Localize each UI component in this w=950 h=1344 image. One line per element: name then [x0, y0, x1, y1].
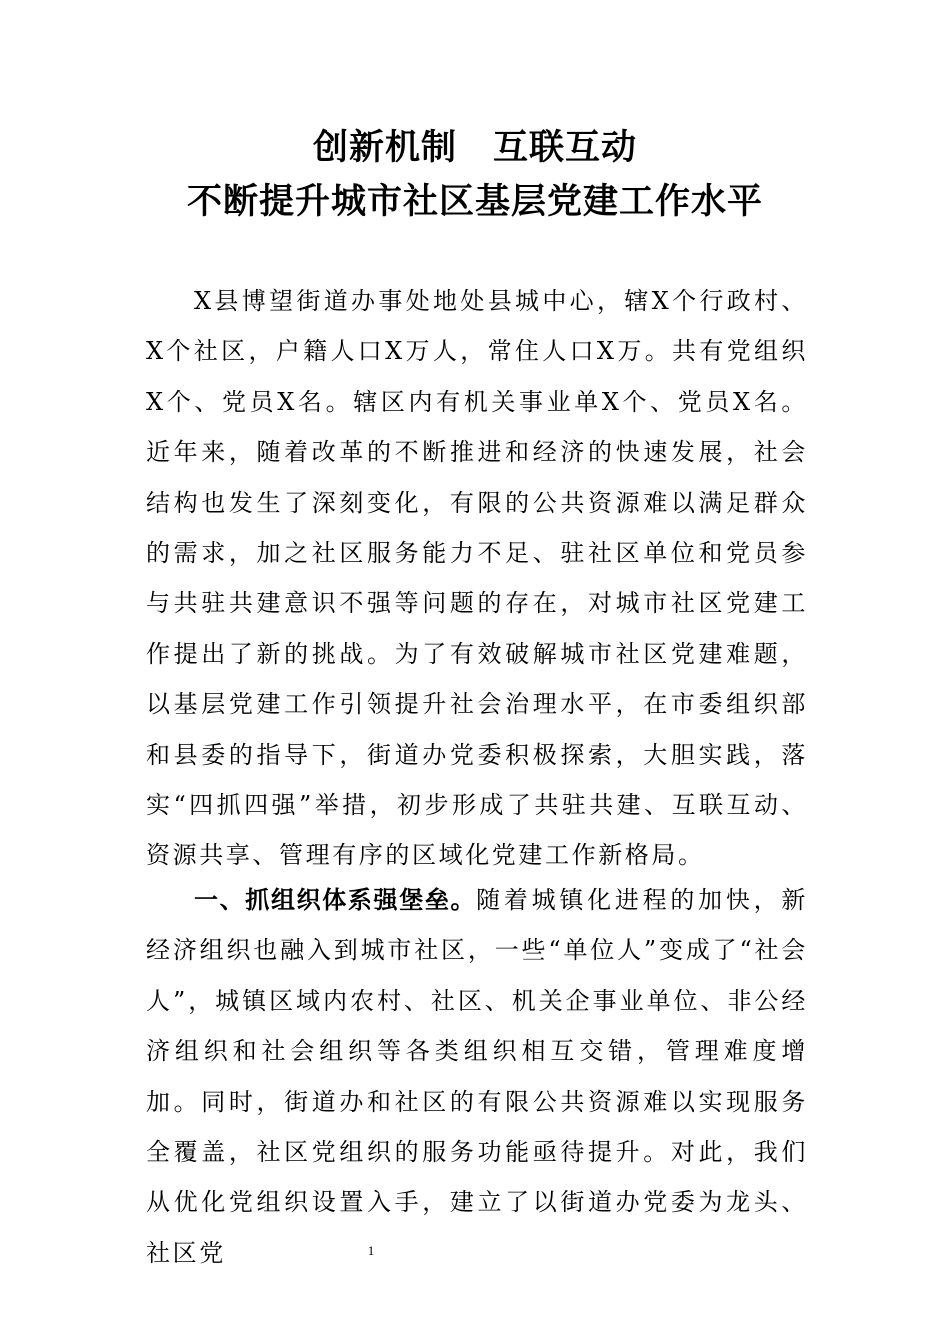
document-title-line-1: 创新机制 互联互动	[312, 127, 637, 168]
section-1-paragraph	[146, 875, 808, 1278]
page-number: 1	[367, 1243, 375, 1258]
intro-paragraph: X县博望街道办事处地处县城中心，辖X个行政村、X个社区，户籍人口X万人，常住人口X万。共有党组织X个、党员X名。辖区内有机关事业单X个、党员X名。近年来，随着改革的不断推进和经济的快速发展，社会结构也发生了深刻变化，有限的公共资源难以满足群众的需求，加之社区服务能力不足、驻社区单位和党员参与共驻共建意识不强等问题的存在，对城市社区党建工作提出了新的挑战。为了有效破解城市社区党建难题，以基层党建工作引领提升社会治理水平，在市委组织部和县委的指导下，街道办党委积极探索，大胆实践，落实“四抓四强”举措，初步形成了共驻共建、互联互动、资源共享、管理有序的区域化党建工作新格局。	[146, 287, 808, 870]
section-1-heading: 一、抓组织体系强堡垒。	[194, 886, 477, 914]
intro-paragraph-block	[146, 276, 808, 881]
section-1-block	[146, 875, 808, 1278]
document-title-line-2: 不断提升城市社区基层党建工作水平	[186, 181, 763, 222]
section-1-text: 随着城镇化进程的加快，新经济组织也融入到城市社区，一些“单位人”变成了“社会人”，城镇区域内农村、社区、机关企事业单位、非公经济组织和社会组织等各类组织相互交错，管理难度增加。同时，街道办和社区的有限公共资源难以实现服务全覆盖，社区党组织的服务功能亟待提升。对此，我们从优化党组织设置入手，建立了以街道办党委为龙头、社区党	[146, 886, 809, 1267]
